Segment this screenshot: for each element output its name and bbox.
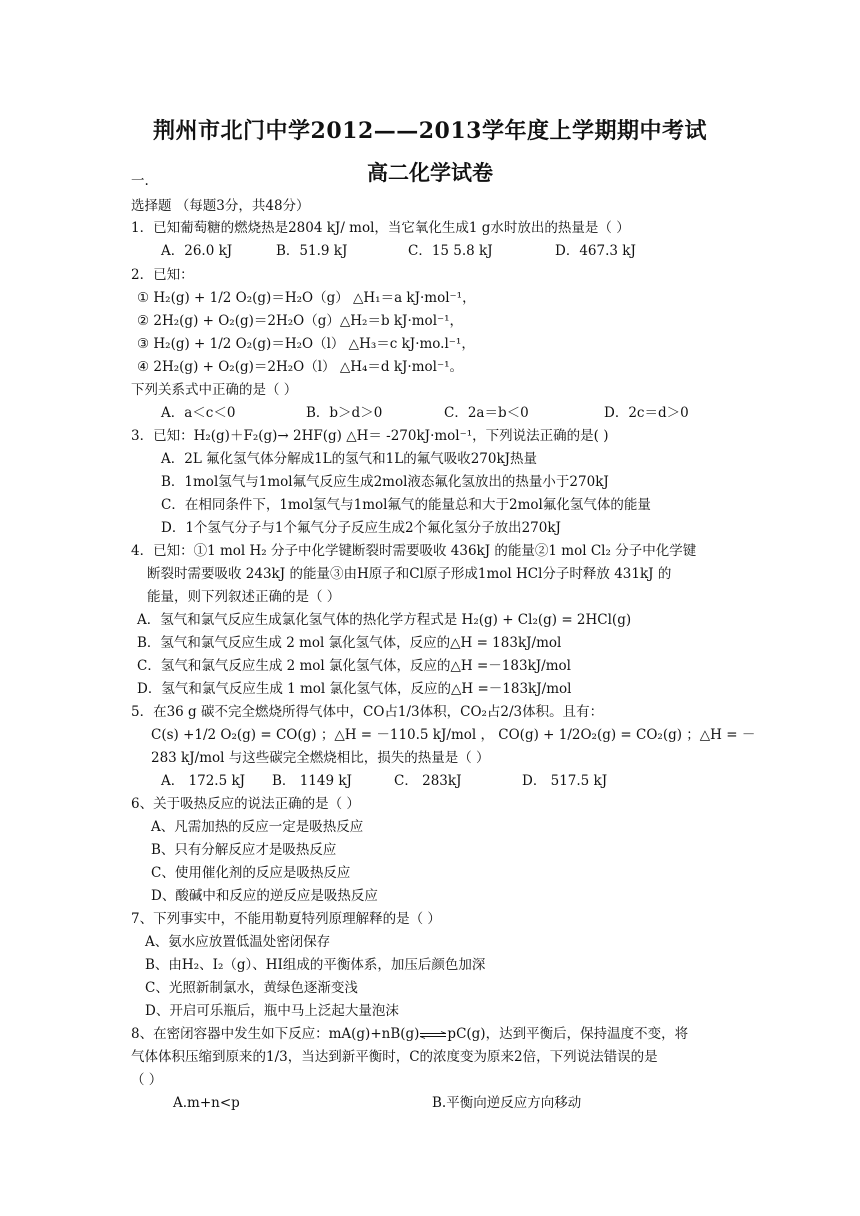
q2-equation-2: ② 2H₂(g) + O₂(g)＝2H₂O（g）△H₂＝b kJ·mol⁻¹，: [137, 313, 464, 329]
q8-option-a: A.m+n<p: [173, 1095, 240, 1111]
q7-option-b: B、由H₂、I₂（g）、HI组成的平衡体系，加压后颜色加深: [145, 957, 486, 973]
q6-stem: 6、关于吸热反应的说法正确的是（ ）: [131, 796, 360, 812]
section-label: 选择题 （每题3分，共48分）: [131, 198, 310, 214]
q2-option-c: C．2a＝b＜0: [444, 405, 529, 421]
q3-stem: 3．已知：H₂(g)＋F₂(g)→ 2HF(g) △H＝ -270kJ·mol⁻¹，下列说法正确的是( ): [131, 428, 609, 444]
q4-stem-line-3: 能量，则下列叙述正确的是（ ）: [147, 589, 341, 605]
q1-option-a: A．26.0 kJ: [161, 243, 233, 259]
q5-stem-line-3: 283 kJ/mol 与这些碳完全燃烧相比，损失的热量是（ ）: [151, 750, 490, 766]
q2-equation-4: ④ 2H₂(g) + O₂(g)＝2H₂O（l） △H₄＝d kJ·mol⁻¹。: [137, 359, 464, 375]
q8-stem-part-2: pC(g)，达到平衡后，保持温度不变，将: [447, 1026, 689, 1042]
q1-option-c: C．15 5.8 kJ: [408, 243, 493, 259]
q2-equation-3: ③ H₂(g) + 1/2 O₂(g)＝H₂O（l） △H₃＝c kJ·mo.l⁻¹，: [137, 336, 475, 352]
section-number: 一.: [131, 173, 149, 189]
q2-equation-1: ① H₂(g) + 1/2 O₂(g)＝H₂O（g） △H₁＝a kJ·mol⁻¹，: [137, 290, 476, 306]
q1-option-d: D．467.3 kJ: [555, 243, 636, 259]
q5-stem-line-2: C(s) +1/2 O₂(g) = CO(g) ；△H = －110.5 kJ/mol ， CO(g) + 1/2O₂(g) = CO₂(g) ；△H = －: [151, 727, 756, 743]
exam-title: 荆州市北门中学2012——2013学年度上学期期中考试: [153, 118, 707, 144]
q4-stem-line-1: 4．已知：①1 mol H₂ 分子中化学键断裂时需要吸收 436kJ 的能量②1 mol Cl₂ 分子中化学键: [131, 543, 697, 559]
q8-stem-line-1: [131, 1025, 688, 1043]
q4-option-c: C．氢气和氯气反应生成 2 mol 氯化氢气体，反应的△H =－183kJ/mol: [137, 658, 571, 674]
q7-stem: 7、下列事实中，不能用勒夏特列原理解释的是（ ）: [131, 911, 441, 927]
q3-option-c: C．在相同条件下，1mol氢气与1mol氟气的能量总和大于2mol氟化氢气体的能量: [161, 497, 651, 513]
q7-option-a: A、氨水应放置低温处密闭保存: [145, 934, 331, 950]
q5-option-d: D． 517.5 kJ: [522, 773, 608, 789]
q4-option-a: A．氢气和氯气反应生成氯化氢气体的热化学方程式是 H₂(g) + Cl₂(g) = 2HCl(g): [137, 612, 632, 628]
q8-stem-line-2: 气体体积压缩到原来的1/3，当达到新平衡时，C的浓度变为原来2倍，下列说法错误的是: [131, 1049, 658, 1065]
q7-option-c: C、光照新制氯水，黄绿色逐渐变浅: [145, 980, 358, 996]
q7-option-d: D、开启可乐瓶后，瓶中马上泛起大量泡沫: [145, 1003, 399, 1019]
q8-option-b: B.平衡向逆反应方向移动: [432, 1095, 582, 1111]
q6-option-b: B、只有分解反应才是吸热反应: [151, 842, 337, 858]
q5-option-a: A． 172.5 kJ: [161, 773, 246, 789]
q5-option-c: C． 283kJ: [394, 773, 462, 789]
q8-stem-part-1: 8、在密闭容器中发生如下反应：mA(g)+nB(g): [131, 1026, 420, 1042]
q6-option-a: A、凡需加热的反应一定是吸热反应: [151, 819, 364, 835]
q3-option-b: B．1mol氢气与1mol氟气反应生成2mol液态氟化氢放出的热量小于270kJ: [161, 474, 609, 490]
q5-option-b: B． 1149 kJ: [272, 773, 352, 789]
q5-stem-line-1: 5．在36 g 碳不完全燃烧所得气体中，CO占1/3体积，CO₂占2/3体积。且有：: [131, 704, 604, 720]
q4-option-d: D．氢气和氯气反应生成 1 mol 氯化氢气体，反应的△H =－183kJ/mol: [137, 681, 572, 697]
equilibrium-arrow-icon: [419, 1031, 447, 1039]
q2-option-d: D．2c＝d＞0: [604, 405, 689, 421]
q6-option-d: D、酸碱中和反应的逆反应是吸热反应: [151, 888, 378, 904]
q6-option-c: C、使用催化剂的反应是吸热反应: [151, 865, 351, 881]
q4-stem-line-2: 断裂时需要吸收 243kJ 的能量③由H原子和Cl原子形成1mol HCl分子时释放 431kJ 的: [147, 566, 672, 582]
exam-subtitle: 高二化学试卷: [367, 160, 493, 185]
q3-option-d: D．1个氢气分子与1个氟气分子反应生成2个氟化氢分子放出270kJ: [161, 520, 561, 536]
q3-option-a: A．2L 氟化氢气体分解成1L的氢气和1L的氟气吸收270kJ热量: [161, 451, 538, 467]
q4-option-b: B．氢气和氯气反应生成 2 mol 氯化氢气体，反应的△H = 183kJ/mol: [137, 635, 562, 651]
q2-option-a: A．a＜c＜0: [161, 405, 236, 421]
q2-stem: 2．已知：: [131, 267, 194, 283]
q2-prompt: 下列关系式中正确的是（ ）: [131, 382, 298, 398]
q1-option-b: B．51.9 kJ: [276, 243, 348, 259]
q1-stem: 1．已知葡萄糖的燃烧热是2804 kJ/ mol，当它氧化生成1 g水时放出的热量是（ ）: [131, 220, 630, 236]
q8-stem-line-3: （ ）: [131, 1072, 163, 1088]
q2-option-b: B．b＞d＞0: [306, 405, 383, 421]
